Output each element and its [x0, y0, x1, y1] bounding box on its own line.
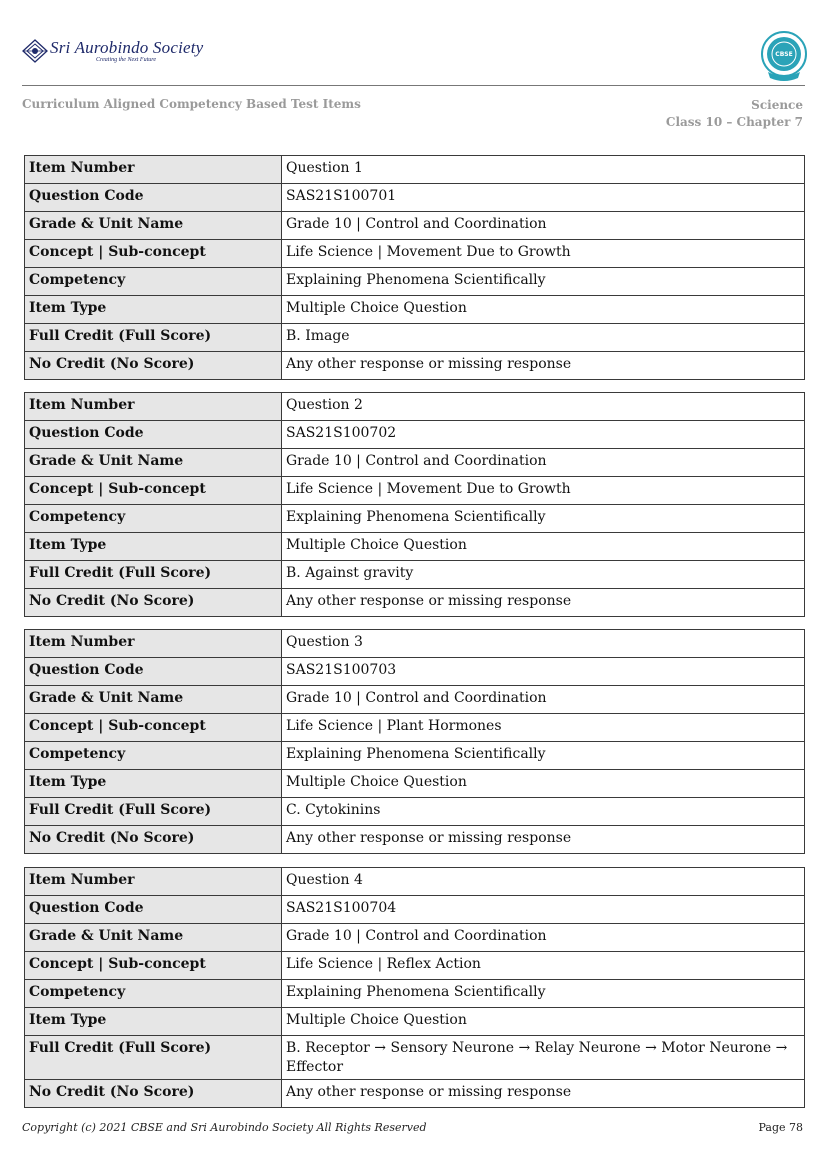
label-question-code: Question Code	[25, 658, 282, 686]
cbse-seal-logo	[760, 30, 808, 82]
value-question-code: SAS21S100702	[282, 421, 805, 449]
table-row	[25, 826, 805, 854]
table-row	[25, 421, 805, 449]
value-concept: Life Science | Movement Due to Growth	[282, 240, 805, 268]
table-row	[25, 980, 805, 1008]
label-competency: Competency	[25, 980, 282, 1008]
table-row	[25, 268, 805, 296]
label-concept: Concept | Sub-concept	[25, 952, 282, 980]
label-question-code: Question Code	[25, 184, 282, 212]
page-number: Page 78	[758, 1121, 803, 1134]
table-row	[25, 1080, 805, 1108]
label-question-code: Question Code	[25, 896, 282, 924]
table-row	[25, 449, 805, 477]
table-row	[25, 742, 805, 770]
question-table	[24, 629, 805, 854]
value-question-code: SAS21S100704	[282, 896, 805, 924]
seal-text: CBSE	[775, 51, 793, 58]
logo-name: Sri Aurobindo Society	[50, 38, 204, 57]
value-item-number: Question 4	[282, 868, 805, 896]
table-row	[25, 658, 805, 686]
value-grade-unit: Grade 10 | Control and Coordination	[282, 924, 805, 952]
label-grade-unit: Grade & Unit Name	[25, 686, 282, 714]
label-item-type: Item Type	[25, 770, 282, 798]
value-full-credit: B. Against gravity	[282, 561, 805, 589]
value-full-credit: B. Receptor → Sensory Neurone → Relay Neurone → Motor Neurone → Effector	[282, 1036, 805, 1080]
logo-tagline: Creating the Next Future	[96, 57, 157, 63]
label-competency: Competency	[25, 505, 282, 533]
label-concept: Concept | Sub-concept	[25, 240, 282, 268]
subject-block	[666, 97, 803, 131]
label-grade-unit: Grade & Unit Name	[25, 449, 282, 477]
class-chapter-label: Class 10 – Chapter 7	[665, 115, 803, 129]
label-competency: Competency	[25, 268, 282, 296]
lotus-emblem-icon	[22, 39, 48, 63]
value-grade-unit: Grade 10 | Control and Coordination	[282, 449, 805, 477]
question-table	[24, 867, 805, 1108]
value-competency: Explaining Phenomena Scientifically	[282, 980, 805, 1008]
table-row	[25, 896, 805, 924]
value-competency: Explaining Phenomena Scientifically	[282, 268, 805, 296]
value-grade-unit: Grade 10 | Control and Coordination	[282, 686, 805, 714]
table-row	[25, 868, 805, 896]
value-no-credit: Any other response or missing response	[282, 1080, 805, 1108]
value-concept: Life Science | Plant Hormones	[282, 714, 805, 742]
table-row	[25, 324, 805, 352]
label-full-credit: Full Credit (Full Score)	[25, 798, 282, 826]
subject-label: Science	[751, 98, 803, 112]
label-concept: Concept | Sub-concept	[25, 714, 282, 742]
label-item-number: Item Number	[25, 868, 282, 896]
copyright-notice: Copyright (c) 2021 CBSE and Sri Aurobindo Society All Rights Reserved	[22, 1121, 427, 1134]
value-full-credit: B. Image	[282, 324, 805, 352]
table-row	[25, 296, 805, 324]
table-row	[25, 156, 805, 184]
value-competency: Explaining Phenomena Scientifically	[282, 742, 805, 770]
value-no-credit: Any other response or missing response	[282, 352, 805, 380]
table-row	[25, 1008, 805, 1036]
table-row	[25, 924, 805, 952]
table-row	[25, 589, 805, 617]
value-full-credit: C. Cytokinins	[282, 798, 805, 826]
question-table	[24, 155, 805, 380]
question-table	[24, 392, 805, 617]
table-row	[25, 533, 805, 561]
table-row	[25, 240, 805, 268]
value-no-credit: Any other response or missing response	[282, 589, 805, 617]
table-row	[25, 952, 805, 980]
label-full-credit: Full Credit (Full Score)	[25, 561, 282, 589]
table-row	[25, 184, 805, 212]
table-row	[25, 212, 805, 240]
label-question-code: Question Code	[25, 421, 282, 449]
table-row	[25, 352, 805, 380]
table-row	[25, 393, 805, 421]
value-competency: Explaining Phenomena Scientifically	[282, 505, 805, 533]
table-row	[25, 630, 805, 658]
value-item-number: Question 1	[282, 156, 805, 184]
label-full-credit: Full Credit (Full Score)	[25, 324, 282, 352]
document-title: Curriculum Aligned Competency Based Test Items	[22, 97, 361, 111]
label-no-credit: No Credit (No Score)	[25, 589, 282, 617]
label-item-number: Item Number	[25, 630, 282, 658]
label-item-type: Item Type	[25, 296, 282, 324]
value-item-number: Question 2	[282, 393, 805, 421]
table-row	[25, 1036, 805, 1080]
table-row	[25, 477, 805, 505]
value-item-type: Multiple Choice Question	[282, 1008, 805, 1036]
label-no-credit: No Credit (No Score)	[25, 1080, 282, 1108]
label-no-credit: No Credit (No Score)	[25, 352, 282, 380]
label-concept: Concept | Sub-concept	[25, 477, 282, 505]
value-item-type: Multiple Choice Question	[282, 533, 805, 561]
value-concept: Life Science | Reflex Action	[282, 952, 805, 980]
label-item-number: Item Number	[25, 393, 282, 421]
label-competency: Competency	[25, 742, 282, 770]
table-row	[25, 714, 805, 742]
label-item-type: Item Type	[25, 1008, 282, 1036]
label-item-number: Item Number	[25, 156, 282, 184]
label-no-credit: No Credit (No Score)	[25, 826, 282, 854]
label-grade-unit: Grade & Unit Name	[25, 212, 282, 240]
value-concept: Life Science | Movement Due to Growth	[282, 477, 805, 505]
label-grade-unit: Grade & Unit Name	[25, 924, 282, 952]
value-grade-unit: Grade 10 | Control and Coordination	[282, 212, 805, 240]
value-item-type: Multiple Choice Question	[282, 296, 805, 324]
table-row	[25, 686, 805, 714]
sri-aurobindo-society-logo	[22, 38, 204, 66]
value-item-number: Question 3	[282, 630, 805, 658]
value-no-credit: Any other response or missing response	[282, 826, 805, 854]
label-full-credit: Full Credit (Full Score)	[25, 1036, 282, 1080]
label-item-type: Item Type	[25, 533, 282, 561]
value-question-code: SAS21S100701	[282, 184, 805, 212]
header-divider	[22, 85, 805, 86]
table-row	[25, 561, 805, 589]
table-row	[25, 798, 805, 826]
value-question-code: SAS21S100703	[282, 658, 805, 686]
table-row	[25, 770, 805, 798]
value-item-type: Multiple Choice Question	[282, 770, 805, 798]
table-row	[25, 505, 805, 533]
